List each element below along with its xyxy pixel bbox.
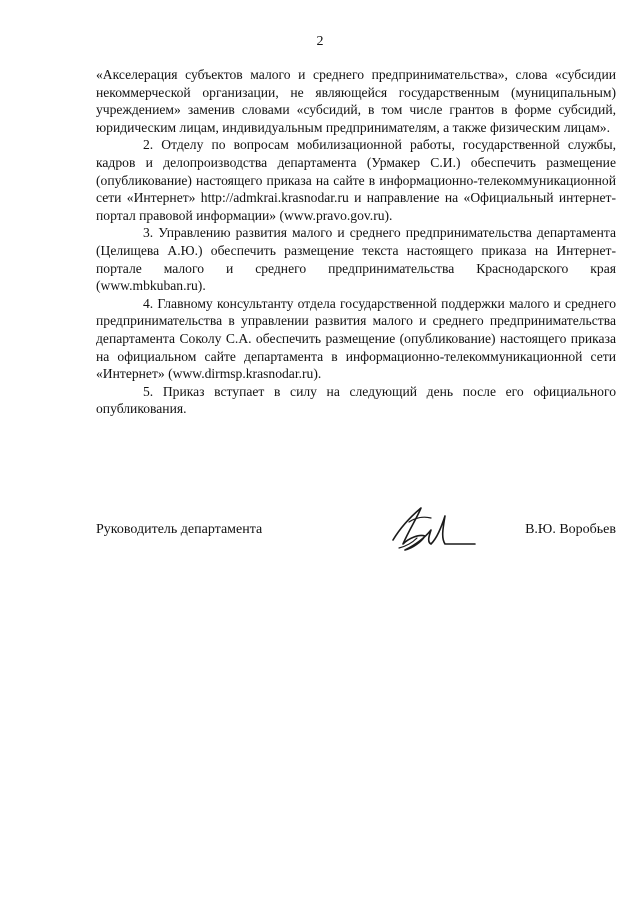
paragraph-continuation: «Акселерация субъектов малого и среднего предпринимательства», слова «субсидии некоммерческой организации, не являющейся государственным (муниципальным) учреждением» заменив словами «субсидий, в том числе грантов в форме субсидий, юридическим лицам, индивидуальным предпринимателям, а также физическим лицам».: [96, 67, 616, 135]
paragraph-item-3: 3. Управлению развития малого и среднего предпринимательства департамента (Целищева А.Ю.) обеспечить размещение текста настоящего приказа на Интернет-портале малого и среднего предпринимательства Краснодарского края (www.mbkuban.ru).: [96, 225, 616, 294]
document-body: [96, 66, 616, 418]
signer-name: В.Ю. Воробьев: [525, 522, 616, 537]
paragraph-item-4: 4. Главному консультанту отдела государственной поддержки малого и среднего предпринимательства в управлении развития малого и среднего предпринимательства департамента Соколу С.А. обеспечить размещение (опубликование) настоящего приказа на официальном сайте департамента в информационно-телекоммуникационной сети «Интернет» (www.dirmsp.krasnodar.ru).: [96, 295, 616, 382]
handwritten-signature: [379, 500, 479, 556]
page-number: 2: [316, 34, 324, 49]
signer-title: Руководитель департамента: [96, 522, 263, 537]
signature-block: [96, 500, 616, 560]
paragraph-item-2: 2. Отделу по вопросам мобилизационной работы, государственной службы, кадров и делопроизводства департамента (Урмакер С.И.) обеспечить размещение (опубликование) настоящего приказа на сайте в информационно-телекоммуникационной сети «Интернет» http://admkrai.krasnodar.ru и направление на «Официальный интернет-портал правовой информации» (www.pravo.gov.ru).: [96, 137, 616, 223]
paragraph-item-5: 5. Приказ вступает в силу на следующий день после его официального опубликования.: [96, 383, 616, 417]
